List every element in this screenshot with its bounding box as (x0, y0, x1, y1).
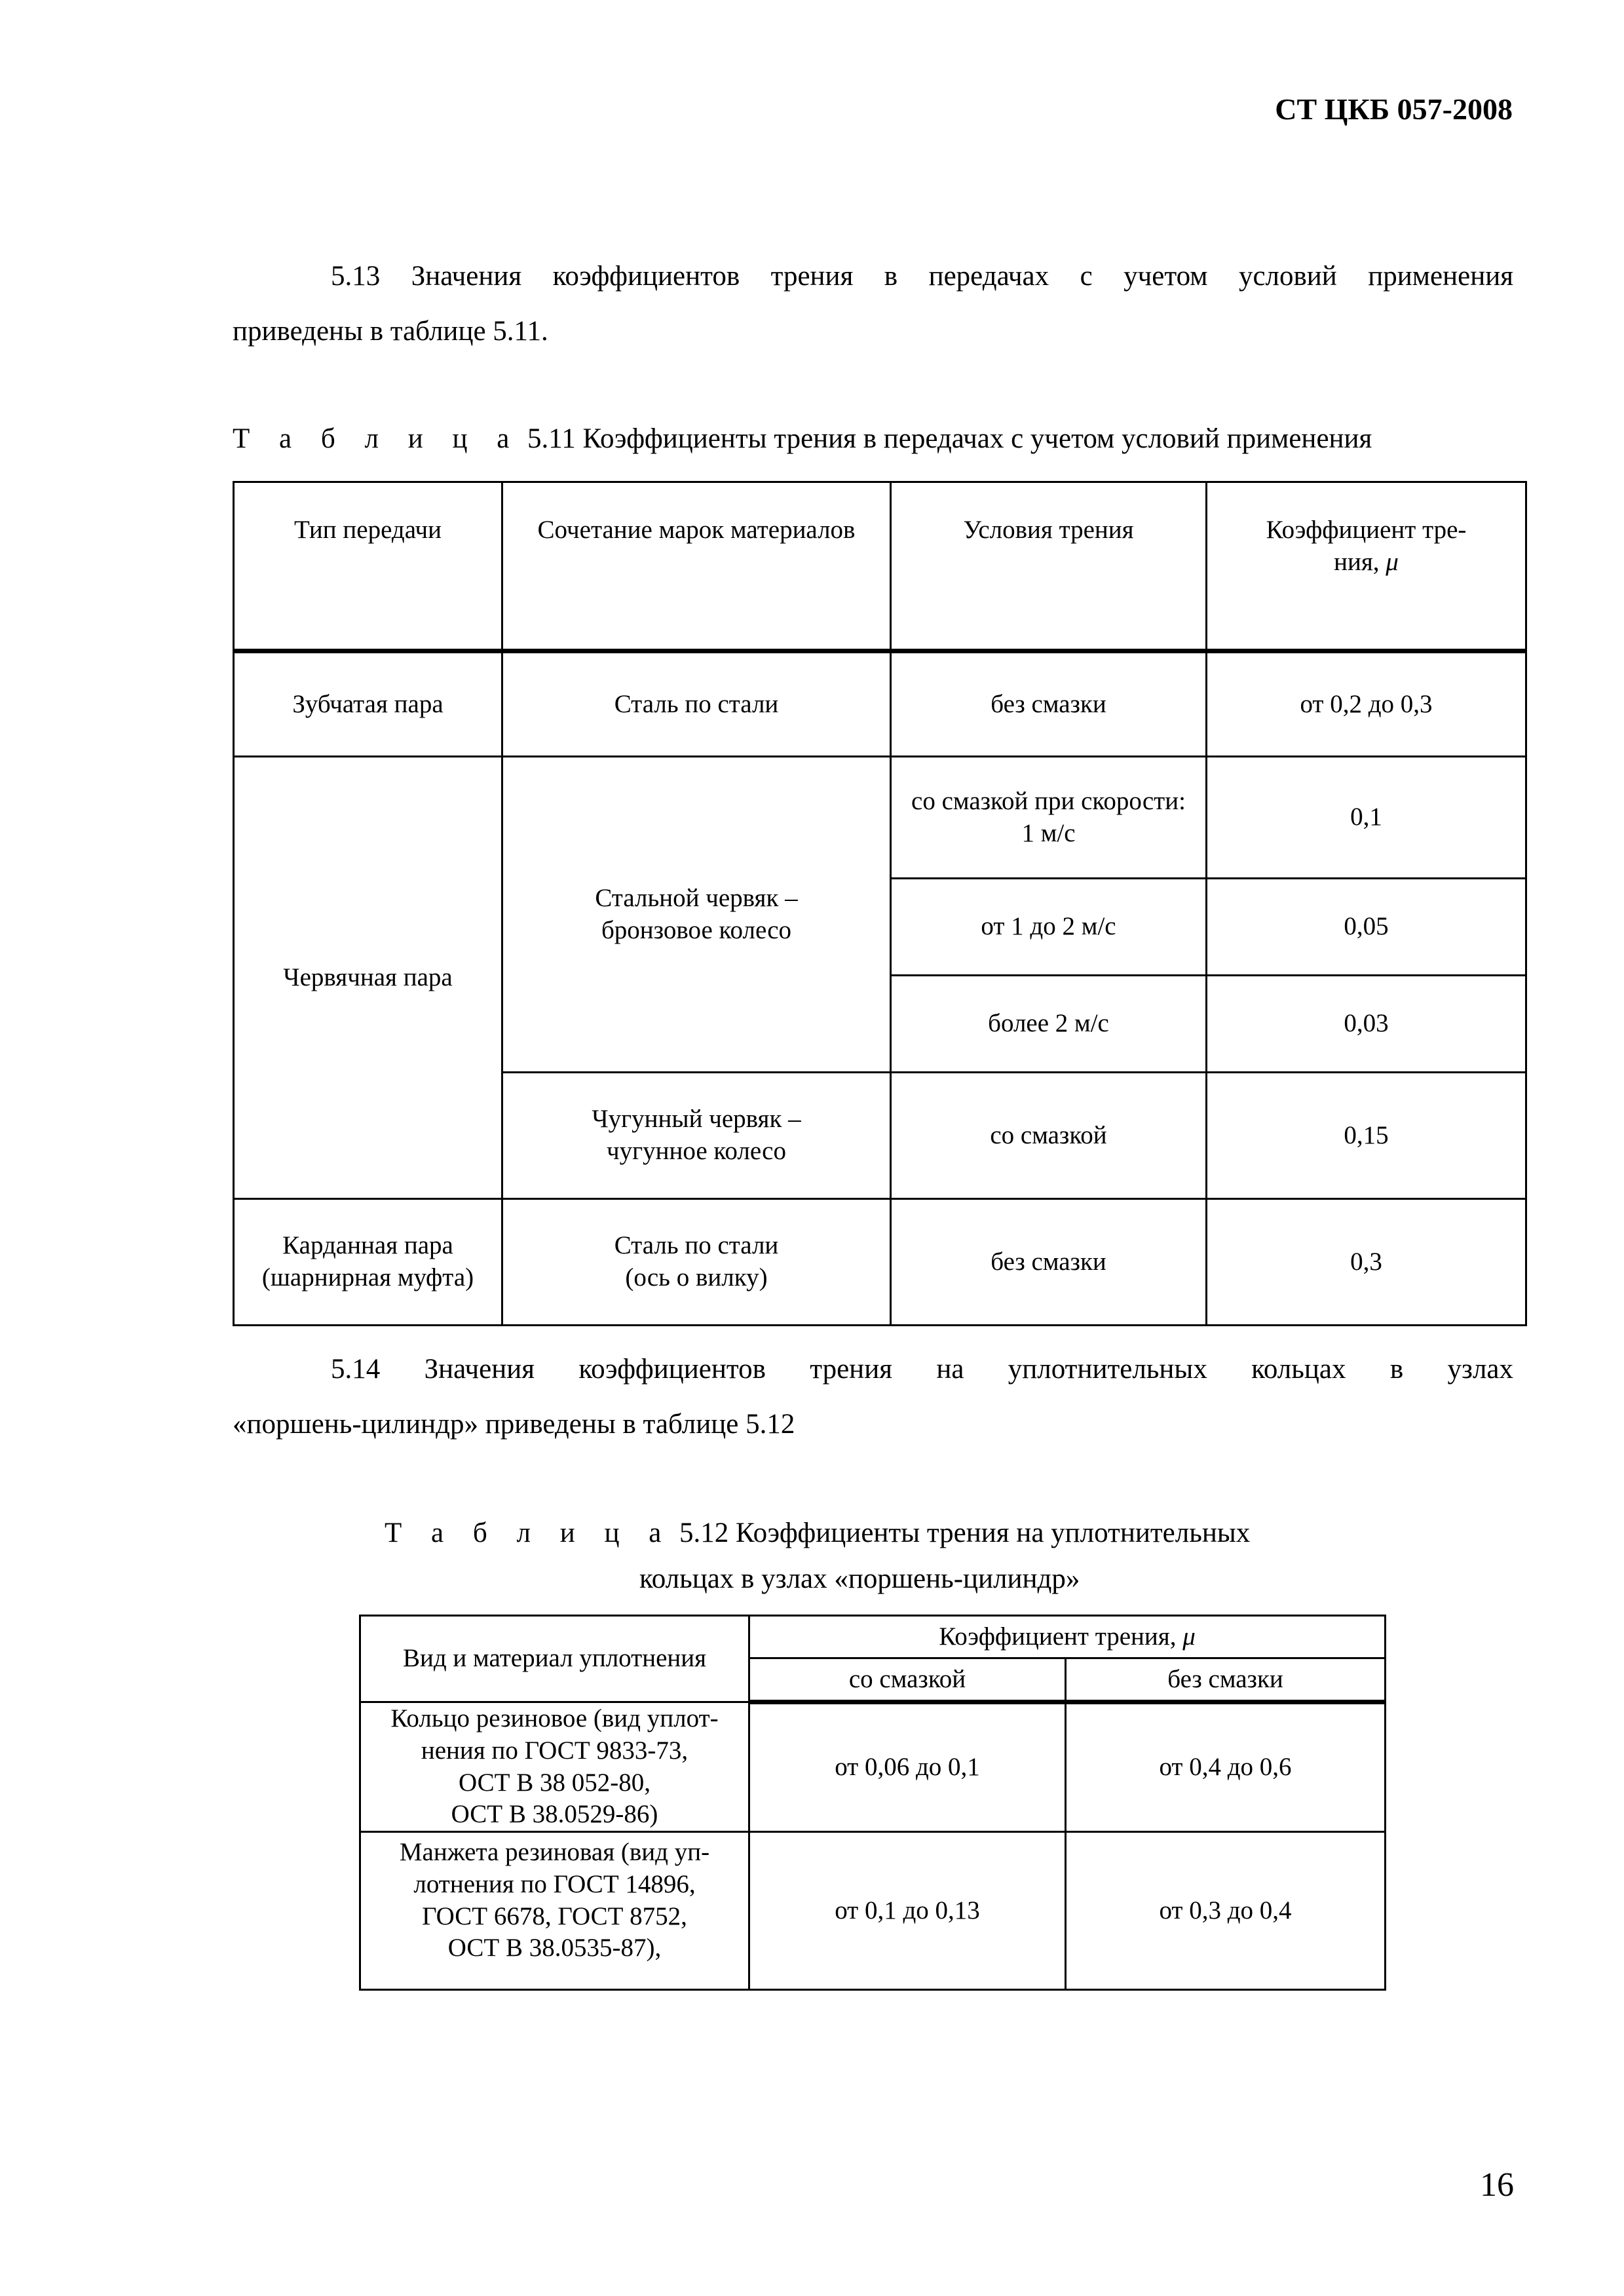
section-5-14-line2: «поршень-цилиндр» приведены в таблице 5.12 (233, 1409, 795, 1440)
cardan-type-cell (234, 1199, 502, 1326)
worm-cast-materials-cell (502, 1073, 891, 1199)
cuff-line2: лотнения по ГОСТ 14896, (413, 1869, 696, 1898)
table-header-row (360, 1616, 1386, 1658)
table-caption-text: 5.12 Коэффициенты трения на уплотнительных (679, 1518, 1251, 1548)
cardan-conditions-cell: без смазки (891, 1199, 1207, 1326)
gear-conditions-cell: без смазки (891, 651, 1207, 757)
table-row (234, 651, 1526, 757)
section-5-13-line2: приведены в таблице 5.11. (233, 316, 548, 347)
header-type: Тип передачи (234, 482, 502, 651)
cardan-materials-line1: Сталь по стали (614, 1231, 779, 1260)
ring-line2: нения по ГОСТ 9833-73, (421, 1736, 689, 1765)
worm-cond2-cell: от 1 до 2 м/с (891, 879, 1207, 976)
cardan-materials-cell (502, 1199, 891, 1326)
ring-seal-cell (360, 1702, 749, 1832)
mu-symbol: μ (1386, 547, 1399, 576)
worm-coef3-cell: 0,03 (1207, 976, 1526, 1073)
worm-steel-materials-cell (502, 757, 891, 1073)
ring-line3: ОСТ В 38 052-80, (459, 1768, 651, 1797)
table-row (360, 1832, 1386, 1990)
header-coefficient (749, 1616, 1386, 1658)
ring-line4: ОСТ В 38.0529-86) (451, 1800, 658, 1829)
cuff-seal-cell (360, 1832, 749, 1990)
cuff-lubricated-cell: от 0,1 до 0,13 (749, 1832, 1066, 1990)
header-seal: Вид и материал уплотнения (360, 1616, 749, 1702)
section-5-13-paragraph (233, 249, 1513, 359)
page-number: 16 (1480, 2166, 1514, 2204)
cuff-line1: Манжета резиновая (вид уп- (399, 1838, 710, 1866)
table-caption-word: Т а б л и ц а (385, 1518, 673, 1548)
worm-steel-materials-line2: бронзовое колесо (601, 915, 792, 944)
table-5-12-caption-line1 (385, 1517, 1250, 1549)
cuff-line3: ГОСТ 6678, ГОСТ 8752, (422, 1902, 687, 1930)
header-coefficient (1207, 482, 1526, 651)
cardan-type-line2: (шарнирная муфта) (261, 1263, 474, 1292)
worm-cond1-cell (891, 757, 1207, 879)
worm-cond1-line1: со смазкой при скорости: (911, 786, 1186, 815)
cardan-type-line1: Карданная пара (282, 1231, 453, 1260)
table-row (360, 1702, 1386, 1832)
table-caption-word: Т а б л и ц а (233, 423, 521, 454)
cuff-dry-cell: от 0,3 до 0,4 (1066, 1832, 1386, 1990)
section-5-13-line1: 5.13 Значения коэффициентов трения в передачах с учетом условий применения (331, 261, 1513, 292)
table-5-11 (233, 481, 1527, 1326)
worm-coef2-cell: 0,05 (1207, 879, 1526, 976)
document-code: СТ ЦКБ 057-2008 (1275, 92, 1513, 126)
header-lubricated: со смазкой (749, 1658, 1066, 1702)
ring-dry-cell: от 0,4 до 0,6 (1066, 1702, 1386, 1832)
header-coef-line2: ния, (1334, 547, 1380, 576)
worm-cast-materials-line1: Чугунный червяк – (592, 1105, 801, 1134)
worm-cond3-cell: более 2 м/с (891, 976, 1207, 1073)
table-row (234, 757, 1526, 879)
header-coef-line1: Коэффициент тре- (1266, 516, 1467, 544)
worm-coef1-cell: 0,1 (1207, 757, 1526, 879)
table-5-12 (359, 1615, 1386, 1991)
worm-type-cell: Червячная пара (234, 757, 502, 1199)
worm-steel-materials-line1: Стальной червяк – (595, 883, 798, 912)
mu-symbol: μ (1182, 1622, 1196, 1651)
worm-cond1-line2: 1 м/с (1021, 818, 1076, 847)
worm-cast-coef-cell: 0,15 (1207, 1073, 1526, 1199)
ring-line1: Кольцо резиновое (вид уплот- (390, 1704, 719, 1732)
worm-cast-conditions-cell: со смазкой (891, 1073, 1207, 1199)
ring-lubricated-cell: от 0,06 до 0,1 (749, 1702, 1066, 1832)
cardan-coef-cell: 0,3 (1207, 1199, 1526, 1326)
gear-coef-cell: от 0,2 до 0,3 (1207, 651, 1526, 757)
gear-materials-cell: Сталь по стали (502, 651, 891, 757)
cuff-line4: ОСТ В 38.0535-87), (447, 1934, 662, 1962)
table-5-11-caption (233, 423, 1372, 455)
gear-type-cell: Зубчатая пара (234, 651, 502, 757)
section-5-14-paragraph (233, 1342, 1513, 1452)
section-5-14-line1: 5.14 Значения коэффициентов трения на уплотнительных кольцах в узлах (331, 1354, 1513, 1385)
header-coef-text: Коэффициент трения, (939, 1622, 1177, 1651)
header-conditions: Условия трения (891, 482, 1207, 651)
header-dry: без смазки (1066, 1658, 1386, 1702)
table-5-12-caption-line2: кольцах в узлах «поршень-цилиндр» (639, 1563, 1080, 1594)
cardan-materials-line2: (ось о вилку) (625, 1263, 768, 1292)
table-row (234, 1199, 1526, 1326)
table-header-row (234, 482, 1526, 651)
header-materials: Сочетание марок материалов (502, 482, 891, 651)
worm-cast-materials-line2: чугунное колесо (607, 1137, 786, 1165)
table-caption-text: 5.11 Коэффициенты трения в передачах с учетом условий применения (527, 423, 1372, 454)
